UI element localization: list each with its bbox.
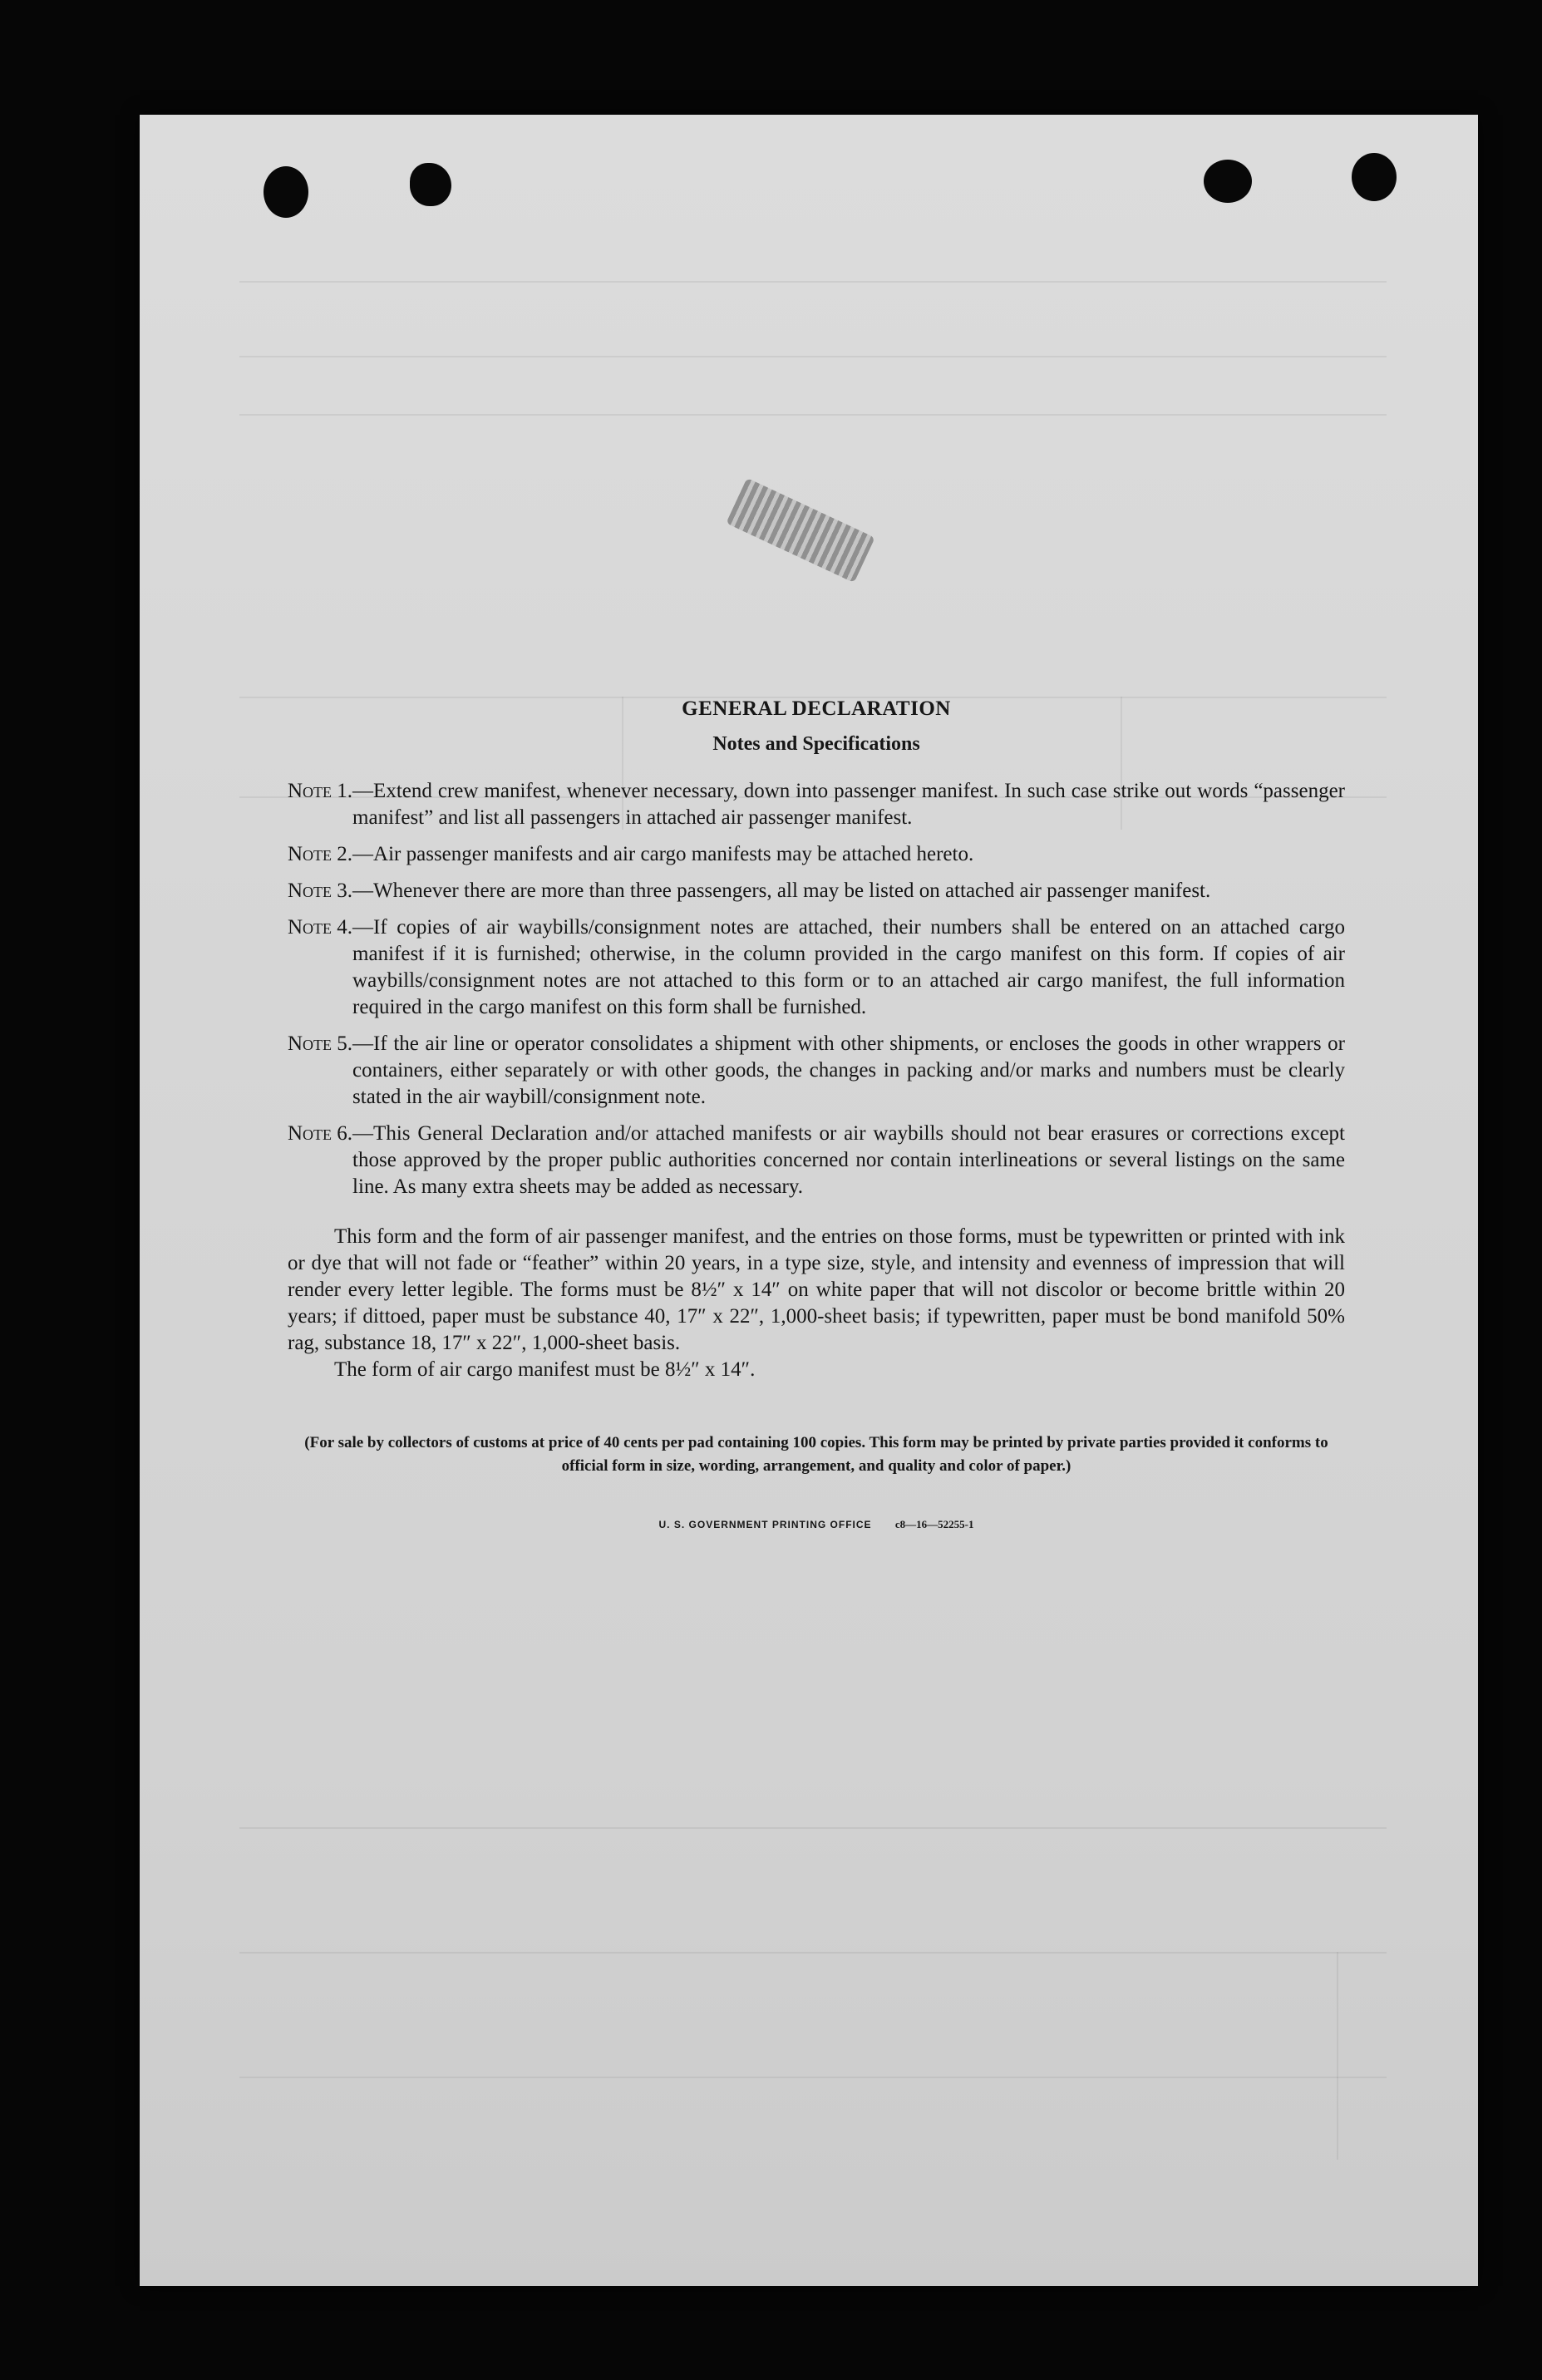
note-5 [288,1031,1345,1111]
cargo-manifest-size-paragraph: The form of air cargo manifest must be 8½″ x 14″. [334,1358,756,1381]
form-requirements-paragraph: This form and the form of air passenger manifest, and the entries on those forms, must be typewritten or printed with ink or dye that will not fade or “feather” within 20 years, in a type size, style, and intensity and evenness of impression that will render every letter legible. The forms must be 8½″ x 14″ on white paper that will not discolor or become brittle within 20 years; if dittoed, paper must be substance 40, 17″ x 22″, 1,000-sheet basis; if typewritten, paper must be bond manifold 50% rag, substance 18, 17″ x 22″, 1,000-sheet basis. [288,1225,1345,1354]
note-text: —Extend crew manifest, whenever necessary, down into passenger manifest. In such case strike out words “passenger manifest” and list all passengers in attached air passenger manifest. [352,780,1345,829]
document-subtitle: Notes and Specifications [712,733,920,755]
note-1 [288,778,1345,831]
note-2 [288,841,1345,868]
note-text: —If the air line or operator consolidates a shipment with other shipments, or encloses the goods in other wrappers or containers, either separately or with other goods, the changes in packing and/or marks and numbers must be clearly stated in the air waybill/consignment note. [352,1032,1345,1108]
punch-hole [410,163,451,206]
note-text: —Air passenger manifests and air cargo manifests may be attached hereto. [352,843,974,865]
printer-imprint [288,1518,1345,1531]
punch-hole [1352,153,1397,201]
note-6 [288,1121,1345,1200]
note-label: Note 2. [288,843,353,865]
printer-name: U. S. GOVERNMENT PRINTING OFFICE [658,1519,872,1530]
printer-code: c8—16—52255-1 [894,1518,974,1530]
note-label: Note 6. [288,1122,353,1145]
note-label: Note 1. [288,780,353,802]
notes-list [288,778,1345,1200]
ink-stamp-mark [726,478,874,583]
document-page [140,115,1478,2286]
document-title: GENERAL DECLARATION [682,697,951,720]
sale-notice: (For sale by collectors of customs at price of 40 cents per pad containing 100 copies. This form may be printed by private parties provided it conforms to official form in size, wording, arrangement, and quality and color of paper.) [304,1434,1328,1475]
note-label: Note 3. [288,880,353,902]
note-text: —Whenever there are more than three passengers, all may be listed on attached air passenger manifest. [352,880,1211,902]
punch-hole [1204,160,1252,203]
note-label: Note 5. [288,1032,353,1055]
note-3 [288,878,1345,904]
note-4 [288,914,1345,1021]
notes-content [288,697,1345,1531]
note-label: Note 4. [288,916,353,939]
note-text: —This General Declaration and/or attached manifests or air waybills should not bear erasures or corrections except those approved by the proper public authorities concerned nor contain interlineations or several listings on the same line. As many extra sheets may be added as necessary. [352,1122,1345,1198]
note-text: —If copies of air waybills/consignment notes are attached, their numbers shall be entered on an attached cargo manifest if it is furnished; otherwise, in the column provided in the cargo manifest on this form. If copies of air waybills/consignment notes are not attached to this form or to an attached air cargo manifest, the full information required in the cargo manifest on this form shall be furnished. [352,916,1345,1018]
punch-hole [264,166,308,218]
